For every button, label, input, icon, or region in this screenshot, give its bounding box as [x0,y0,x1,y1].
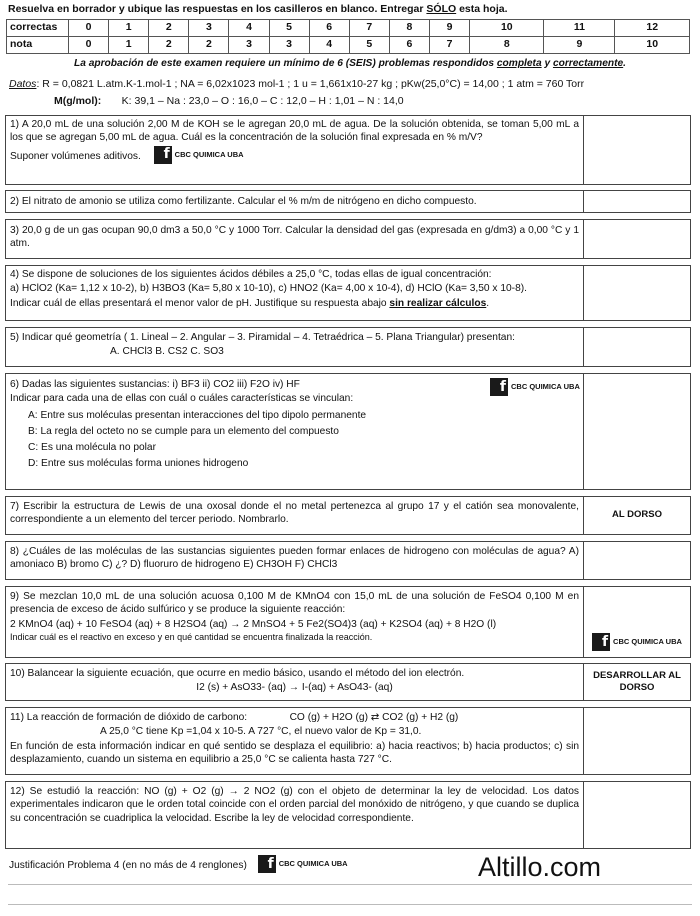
table-cell: 5 [269,20,309,37]
table-cell: 3 [189,20,229,37]
table-cell: 10 [615,37,690,54]
question-text: Suponer volúmenes aditivos. [10,150,141,162]
option-d: D: Entre sus moléculas forma uniones hidrogeno [28,458,249,470]
fb-label: CBC QUIMICA UBA [174,149,244,159]
question-8 [5,541,691,580]
table-cell: 6 [309,20,349,37]
fb-label: CBC QUIMICA UBA [613,637,682,647]
table-cell: 7 [429,37,469,54]
table-cell: 2 [189,37,229,54]
question-7 [5,496,691,535]
justification-label [9,855,348,873]
question-9 [5,586,691,658]
table-cell: 12 [615,20,690,37]
table-cell: 6 [389,37,429,54]
question-11 [5,707,691,775]
table-cell: 1 [109,37,149,54]
answer-box[interactable] [583,220,690,258]
question-text: 2) El nitrato de amonio se utiliza como fertilizante. Calcular el % m/m de nitrógeno en dicho compuesto. [10,196,477,207]
fb-label: CBC QUIMICA UBA [278,859,348,869]
question-text: 11) La reacción de formación de dióxido de carbono: [10,712,248,723]
facebook-icon: f [490,378,508,396]
answer-box[interactable] [583,374,690,489]
table-cell: 4 [309,37,349,54]
table-cell: 5 [349,37,389,54]
answer-line[interactable] [8,904,692,905]
fb-label: CBC QUIMICA UBA [511,382,580,392]
table-cell: 0 [69,37,109,54]
answer-box[interactable] [583,191,690,212]
question-text: 12) Se estudió la reacción: NO (g) + O2 (g) → 2 NO2 (g) con el objeto de determinar la ley de velocidad. Los datos experimentales indicaron que le orden total coincide con el orden parcial del monóxido de nitrógeno, y que cuando se duplica su concentración se cuadriplica la velocidad. Escribe la ley de velocidad correspondiente. [10,786,579,824]
question-4 [5,265,691,321]
question-5 [5,327,691,367]
answer-box[interactable]: AL DORSO [583,497,690,534]
instructions-header: Resuelva en borrador y ubique las respuestas en los casilleros en blanco. Entregar SÓLO esta hoja. [8,3,508,15]
question-text: Indicar para cada una de ellas con cuál o cuáles características se vinculan: [10,393,354,405]
question-text: 4) Se dispone de soluciones de los siguientes ácidos débiles a 25,0 °C, todas ellas de igual concentración: [10,269,492,280]
table-cell: 7 [349,20,389,37]
question-3 [5,219,691,259]
facebook-icon: f [154,146,172,164]
question-6 [5,373,691,490]
question-text: 7) Escribir la estructura de Lewis de una oxosal donde el no metal pertenezca al grupo 17 y el catión sea monovalente, correspondiente a un elemento del tercer periodo. Nombrarlo. [10,501,579,526]
approval-note: La aprobación de este examen requiere un mínimo de 6 (SEIS) problemas respondidos completa y correctamente. [73,58,627,69]
question-12 [5,781,691,849]
table-cell: 2 [149,37,189,54]
table-cell: 10 [470,20,544,37]
table-cell: 4 [229,20,269,37]
question-10 [5,663,691,701]
facebook-icon: f [592,633,610,651]
question-text-end: . [486,297,490,309]
question-text: 3) 20,0 g de un gas ocupan 90,0 dm3 a 50,0 °C y 1000 Torr. Calcular la densidad del gas (expresada en g/dm3) a 0,00 °C y 1 atm. [10,225,579,250]
question-text: 10) Balancear la siguiente ecuación, que ocurre en medio básico, usando el método del ion electrón. [10,668,465,679]
answer-box[interactable] [583,587,690,657]
answer-box[interactable]: DESARROLLAR AL DORSO [583,664,690,700]
answer-box[interactable] [583,266,690,320]
table-cell: 9 [544,37,615,54]
question-text: 5) Indicar qué geometría ( 1. Lineal – 2. Angular – 3. Piramidal – 4. Tetraédrica – 5. Plana Triangular) presentan: [10,332,515,343]
table-cell: 8 [389,20,429,37]
question-text: 9) Se mezclan 10,0 mL de una solución acuosa 0,100 M de KMnO4 con 15,0 mL de una solución de FeSO4 0,100 M en presencia de exceso de ácido sulfúrico y se produce la siguiente reacción: [10,591,579,616]
question-text: A 25,0 °C tiene Kp =1,04 x 10-5. A 727 °C, el nuevo valor de Kp = 31,0. [100,726,422,738]
table-cell: 0 [69,20,109,37]
justification-text: Justificación Problema 4 (en no más de 4 renglones) [9,859,247,871]
data-constants: Datos: R = 0,0821 L.atm.K-1.mol-1 ; NA = 6,02x1023 mol-1 ; 1 u = 1,661x10-27 kg ; pKw(25,0°C) = 14,00 ; 1 atm = 760 Torr [9,78,585,90]
facebook-badge [490,378,580,396]
facebook-badge [592,633,682,651]
option-a: A: Entre sus moléculas presentan interacciones del tipo dipolo permanente [28,409,367,421]
answer-line[interactable] [8,884,692,885]
emphasis-text: sin realizar cálculos [389,297,487,309]
reaction-equation: I2 (s) + AsO33- (aq) → I-(aq) + AsO43- (aq) [196,682,393,694]
facebook-badge [258,855,348,873]
question-options: a) HClO2 (Ka= 1,12 x 10-2), b) H3BO3 (Ka= 5,80 x 10-10), c) HNO2 (Ka= 4,00 x 10-4), d) HClO (Ka= 3,50 x 10-8). [10,283,527,295]
table-cell: 1 [109,20,149,37]
question-2 [5,190,691,213]
table-cell: 8 [470,37,544,54]
molar-masses: M(g/mol): K: 39,1 – Na : 23,0 – O : 16,0 – C : 12,0 – H : 1,01 – N : 14,0 [54,95,404,107]
question-1 [5,115,691,185]
facebook-badge [154,146,244,164]
answer-box[interactable] [583,708,690,774]
question-text: 6) Dadas las siguientes sustancias: i) BF3 ii) CO2 iii) F2O iv) HF [10,379,300,390]
table-cell: 2 [149,20,189,37]
answer-box[interactable] [583,328,690,366]
option-b: B: La regla del octeto no se cumple para un elemento del compuesto [28,425,339,437]
option-c: C: Es una molécula no polar [28,442,156,453]
question-text: En función de esta información indicar en qué sentido se desplaza el equilibrio: a) hacia reactivos; b) hacia productos; c) sin desplazamiento, cuando un sistema en equilibrio a 25,0 °C se calienta hasta 727 °C. [10,740,579,765]
table-row [7,37,690,54]
facebook-icon: f [258,855,276,873]
table-cell: 3 [229,37,269,54]
question-options: A. CHCl3 B. CS2 C. SO3 [110,346,224,358]
answer-box[interactable] [583,782,690,848]
question-text: Indicar cuál es el reactivo en exceso y en qué cantidad se encuentra finalizada la reacción. [10,631,373,642]
answer-box[interactable] [583,116,690,184]
table-cell: 3 [269,37,309,54]
table-row [7,20,690,37]
row-label-correctas: correctas [7,20,69,37]
grades-table [6,19,690,54]
watermark: Altillo.com [478,852,602,882]
question-text: 8) ¿Cuáles de las moléculas de las sustancias siguientes pueden formar enlaces de hidrogeno con moléculas de agua? A) amoniaco B) bromo C) ¿? D) fluoruro de hidrogeno E) CH3OH F) CHCl3 [10,546,579,571]
reaction-equation: CO (g) + H2O (g) ⇄ CO2 (g) + H2 (g) [289,712,459,723]
row-label-nota: nota [7,37,69,54]
table-cell: 11 [544,20,615,37]
question-text: 1) A 20,0 mL de una solución 2,00 M de KOH se le agregan 20,0 mL de agua. De la solución obtenida, se toman 5,00 mL a los que se agregan 5,00 mL de agua. Cuál es la concentración de la solución final expresada en % m/V? [10,119,579,144]
answer-box[interactable] [583,542,690,579]
question-text: Indicar cuál de ellas presentará el menor valor de pH. Justifique su respuesta abajo [10,297,390,309]
table-cell: 9 [429,20,469,37]
reaction-equation: 2 KMnO4 (aq) + 10 FeSO4 (aq) + 8 H2SO4 (aq) → 2 MnSO4 + 5 Fe2(SO4)3 (aq) + K2SO4 (aq) + 8 H2O (l) [10,618,497,630]
